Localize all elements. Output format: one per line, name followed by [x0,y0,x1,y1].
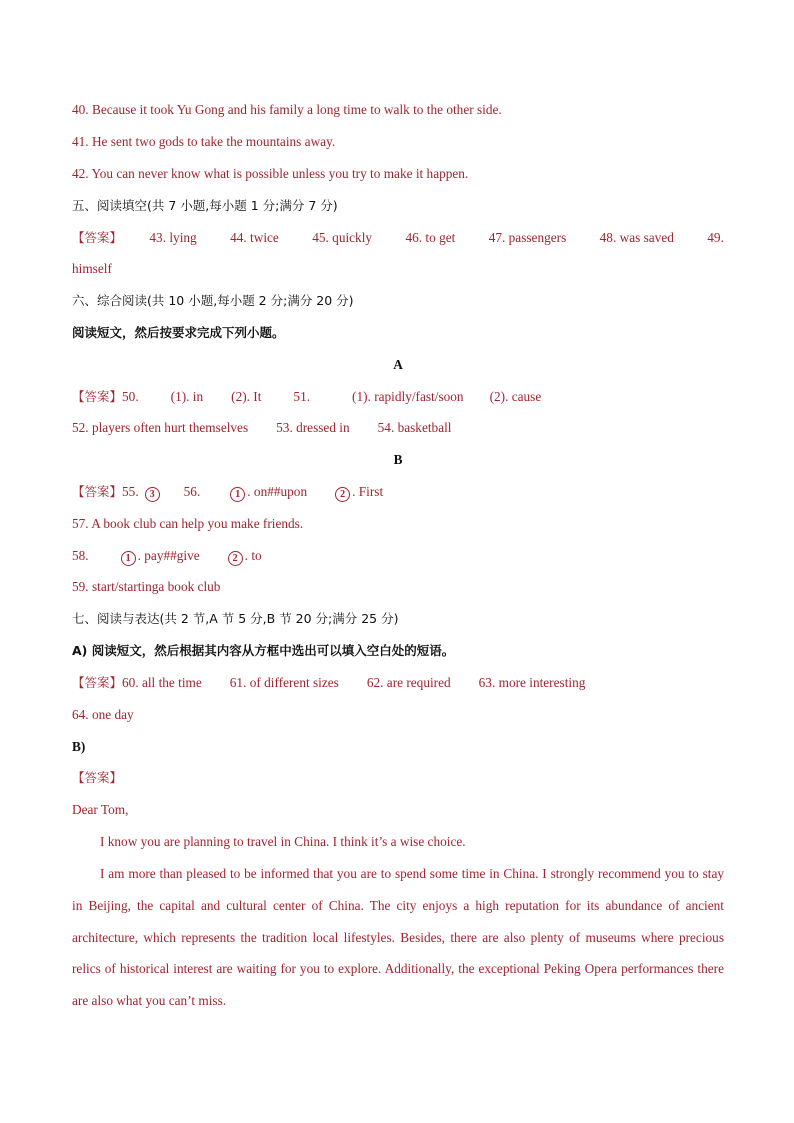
letter-greeting: Dear Tom, [72,802,129,817]
answer-tag: 【答案】 [72,230,123,245]
answer-55: 55. [122,484,139,499]
answer-40: 40. Because it took Yu Gong and his family a long time to walk to the other side. [72,102,502,117]
part-b-answer-58 [72,547,262,566]
section6-title: 六、综合阅读(共 10 小题,每小题 2 分;满分 20 分) [72,293,354,308]
answer-tag: 【答案】 [72,484,123,499]
answer-61: 61. of different sizes [229,675,339,690]
part-b-answers-55-56 [72,483,383,502]
answer-tag: 【答案】 [72,389,123,404]
section7-part-a-instruction: A) 阅读短文，然后根据其内容从方框中选出可以填入空白处的短语。 [72,643,455,658]
answer-43: 43. lying [149,230,197,245]
circled-number-icon: 1 [230,487,245,502]
answer-50: 50. [122,389,139,404]
part-a-answers-line1 [72,388,541,406]
answer-42: 42. You can never know what is possible unless you try to make it happen. [72,166,469,181]
answer-46: 46. to get [405,230,456,245]
section5-title: 五、阅读填空(共 7 小题,每小题 1 分;满分 7 分) [72,198,338,213]
answer-51-1: (1). rapidly/fast/soon [352,389,464,404]
section6-part-a-label: A [393,357,403,372]
document-page [72,0,724,1123]
letter-paragraph-1: I know you are planning to travel in China. I think it’s a wise choice. [100,834,466,849]
answer-tag: 【答案】 [72,675,123,690]
answer-41: 41. He sent two gods to take the mountains away. [72,134,336,149]
circled-number-icon: 2 [335,487,350,502]
answer-58-2: . to [244,548,262,563]
answer-56-2: . First [352,484,384,499]
answer-62: 62. are required [366,675,451,690]
answer-57: 57. A book club can help you make friends. [72,516,304,531]
answer-45: 45. quickly [312,230,373,245]
answer-52: 52. players often hurt themselves [72,420,249,435]
answer-50-2: (2). It [231,389,262,404]
section7-part-b-label: B) [72,739,86,754]
answer-54: 54. basketball [377,420,452,435]
circled-number-icon: 2 [228,551,243,566]
answer-51: 51. [293,389,311,404]
section7-part-a-answers [72,674,585,692]
circled-number-icon: 3 [145,487,160,502]
circled-number-icon: 1 [121,551,136,566]
letter-paragraph-2: I am more than pleased to be informed that you are to spend some time in China. I strongly recommend you to stay in Beijing, the capital and cultural center of China. The city enjoys a high reputation for its abundance of ancient architecture, which represents the tradition local lifestyles. Besides, there are also plenty of museums where precious relics of historical interest are waiting for you to explore. Additionally, the exceptional Peking Opera performances there are also what you can’t miss. [72,866,724,1009]
answer-56: 56. [183,484,201,499]
answer-64: 64. one day [72,707,134,722]
answer-53: 53. dressed in [276,420,350,435]
answer-59: 59. start/startinga book club [72,579,221,594]
answer-49: 49. [707,230,724,245]
answer-47: 47. passengers [488,230,567,245]
answer-58-1: . pay##give [137,548,200,563]
answer-50-1: (1). in [170,389,204,404]
answer-56-1: . on##upon [247,484,308,499]
section6-instruction: 阅读短文，然后按要求完成下列小题。 [72,325,285,340]
answer-49-wrap: himself [72,261,112,276]
answer-63: 63. more interesting [478,675,586,690]
section5-answers-row [72,229,724,247]
section6-part-b-label: B [393,452,403,467]
answer-48: 48. was saved [599,230,674,245]
answer-44: 44. twice [230,230,279,245]
answer-tag: 【答案】 [72,770,123,785]
answer-51-2: (2). cause [489,389,542,404]
answer-58: 58. [72,548,89,563]
part-a-answers-line2 [72,419,452,437]
answer-60: 60. all the time [122,675,202,690]
section7-title: 七、阅读与表达(共 2 节,A 节 5 分,B 节 20 分;满分 25 分) [72,611,399,626]
